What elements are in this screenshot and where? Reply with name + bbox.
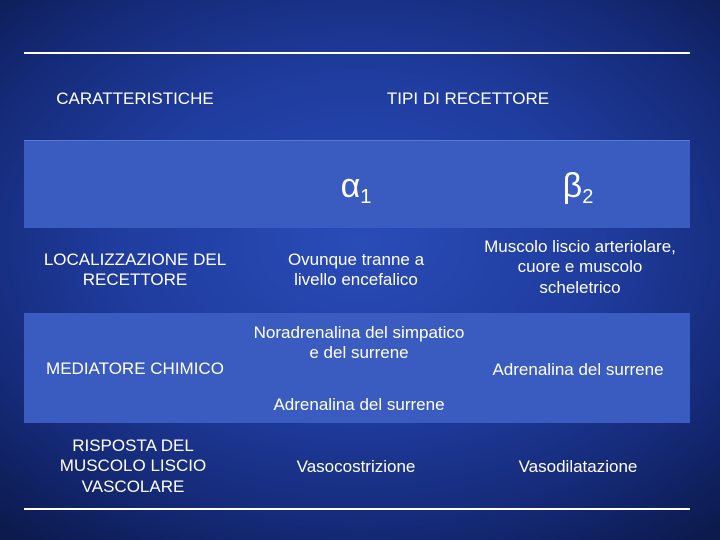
row-response-beta2: Vasodilatazione: [518, 457, 638, 476]
row-localization-label: LOCALIZZAZIONE DEL RECETTORE: [43, 250, 227, 290]
header-col-characteristics: CARATTERISTICHE: [56, 89, 214, 108]
header-band-rule: [24, 140, 690, 141]
row-mediator-alpha1: Noradrenalina del simpatico e del surrene: [253, 323, 465, 363]
row-mediator-alpha1-extra: Adrenalina del surrene: [273, 395, 445, 414]
row-mediator-label: MEDIATORE CHIMICO: [46, 359, 224, 378]
bottom-rule: [24, 508, 690, 510]
receptor-beta2: [478, 166, 678, 209]
receptor-alpha1: [256, 166, 456, 209]
receptor-alpha1-subscript: 1: [360, 186, 372, 208]
row-mediator-beta2: Adrenalina del surrene: [492, 360, 664, 379]
receptor-alpha1-symbol: α: [340, 167, 361, 205]
top-rule: [24, 52, 690, 54]
row-localization-beta2: Muscolo liscio arteriolare, cuore e muscolo scheletrico: [484, 237, 676, 297]
receptor-beta2-symbol: β: [562, 167, 583, 205]
header-col-receptor-types: TIPI DI RECETTORE: [386, 89, 550, 108]
row-localization-alpha1: Ovunque tranne a livello encefalico: [287, 250, 425, 290]
row-response-label: RISPOSTA DEL MUSCOLO LISCIO VASCOLARE: [59, 436, 207, 496]
receptor-beta2-subscript: 2: [582, 186, 594, 208]
row-response-alpha1: Vasocostrizione: [296, 457, 416, 476]
